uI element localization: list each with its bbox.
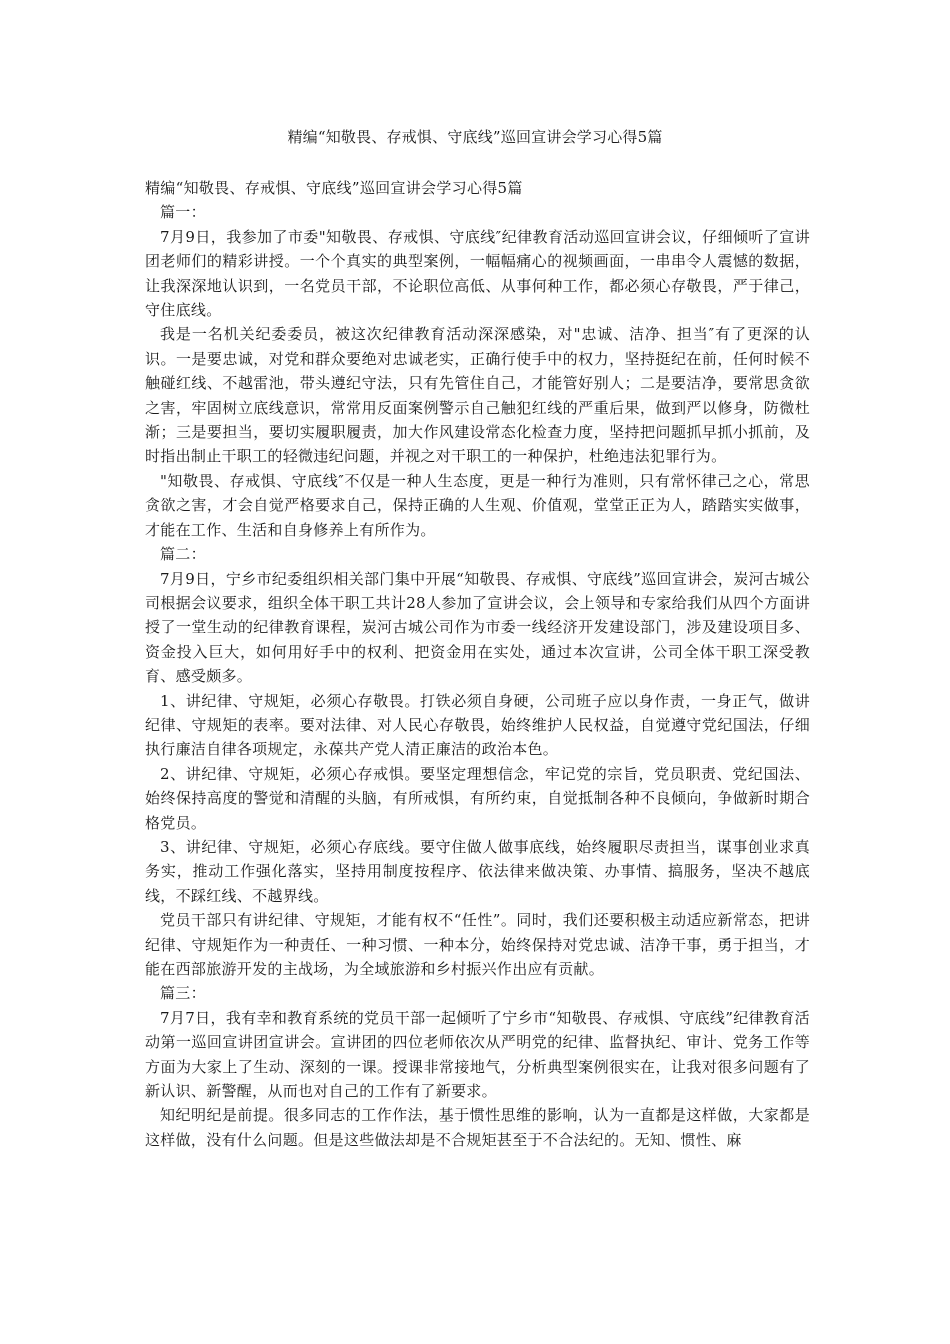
paragraph: 2、讲纪律、守规矩，必须心存戒惧。要坚定理想信念，牢记党的宗旨，党员职责、党纪国法、始终保持高度的警觉和清醒的头脑，有所戒惧，有所约束，自觉抵制各种不良倾向，争做新时期合格党员。	[145, 764, 810, 832]
document-body	[145, 176, 810, 1152]
paragraph: 党员干部只有讲纪律、守规矩，才能有权不“任性”。同时，我们还要积极主动适应新常态，把讲纪律、守规矩作为一种责任、一种习惯、一种本分，始终保持对党忠诚、洁净干事，勇于担当，才能在西部旅游开发的主战场，为全域旅游和乡村振兴作出应有贡献。	[145, 911, 810, 978]
section-heading: 篇二：	[160, 545, 206, 564]
section-heading: 篇一：	[160, 203, 206, 222]
paragraph: 知纪明纪是前提。很多同志的工作作法，基于惯性思维的影响，认为一直都是这样做，大家都是这样做，没有什么问题。但是这些做法却是不合规矩甚至于不合法纪的。无知、惯性、麻	[145, 1106, 810, 1149]
paragraph: 1、讲纪律、守规矩，必须心存敬畏。打铁必须自身硬，公司班子应以身作责，一身正气，做讲纪律、守规矩的表率。要对法律、对人民心存敬畏，始终维护人民权益，自觉遵守党纪国法，仔细执行廉洁自律各项规定，永葆共产党人清正廉洁的政治本色。	[145, 691, 810, 759]
paragraph: 7月9日，宁乡市纪委组织相关部门集中开展“知敬畏、存戒惧、守底线”巡回宣讲会，炭河古城公司根据会议要求，组织全体干职工共计28人参加了宣讲会议，会上领导和专家给我们从四个方面讲授了一堂生动的纪律教育课程，炭河古城公司作为市委一线经济开发建设部门，涉及建设项目多、资金投入巨大，如何用好手中的权利、把资金用在实处，通过本次宣讲，公司全体干职工深受教育、感受颇多。	[145, 569, 810, 686]
paragraph: "知敬畏、存戒惧、守底线″不仅是一种人生态度，更是一种行为准则，只有常怀律己之心，常思贪欲之害，才会自觉严格要求自己，保持正确的人生观、价值观，堂堂正正为人，踏踏实实做事，才能在工作、生活和自身修养上有所作为。	[145, 471, 810, 539]
paragraph: 7月9日，我参加了市委"知敬畏、存戒惧、守底线″纪律教育活动巡回宣讲会议，仔细倾听了宣讲团老师们的精彩讲授。一个个真实的典型案例，一幅幅痛心的视频画面，一串串令人震憾的数据，让我深深地认识到，一名党员干部，不论职位高低、从事何种工作，都必须心存敬畏，严于律己，守住底线。	[145, 227, 810, 320]
document-title: 精编“知敬畏、存戒惧、守底线”巡回宣讲会学习心得5篇	[287, 128, 663, 146]
paragraph: 3、讲纪律、守规矩，必须心存底线。要守住做人做事底线，始终履职尽责担当，谋事创业求真务实，推动工作强化落实，坚持用制度按程序、依法律来做决策、办事情、搞服务，坚决不越底线，不踩红线、不越界线。	[145, 837, 810, 905]
paragraph: 7月7日，我有幸和教育系统的党员干部一起倾听了宁乡市“知敬畏、存戒惧、守底线”纪律教育活动第一巡回宣讲团宣讲会。宣讲团的四位老师依次从严明党的纪律、监督执纪、审计、党务工作等方面为大家上了生动、深刻的一课。授课非常接地气，分析典型案例很实在，让我对很多问题有了新认识、新警醒，从而也对自己的工作有了新要求。	[145, 1008, 810, 1101]
document-subtitle: 精编“知敬畏、存戒惧、守底线”巡回宣讲会学习心得5篇	[145, 179, 523, 197]
section-heading: 篇三：	[160, 984, 206, 1003]
paragraph: 我是一名机关纪委委员，被这次纪律教育活动深深感染，对"忠诚、洁净、担当″有了更深的认识。一是要忠诚，对党和群众要绝对忠诚老实，正确行使手中的权力，坚持挺纪在前，任何时候不触碰红线、不越雷池，带头遵纪守法，只有先管住自己，才能管好别人；二是要洁净，要常思贪欲之害，牢固树立底线意识，常常用反面案例警示自己触犯红线的严重后果，做到严以修身，防微杜渐；三是要担当，要切实履职履责，加大作风建设常态化检查力度，坚持把问题抓早抓小抓前，及时指出制止干职工的轻微违纪问题，并视之对干职工的一种保护，杜绝违法犯罪行为。	[145, 325, 810, 466]
